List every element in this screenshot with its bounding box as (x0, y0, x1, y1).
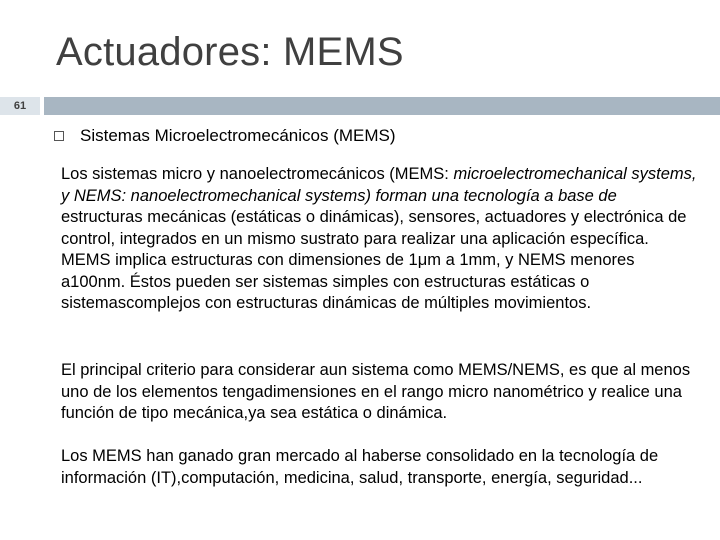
slide-number: 61 (0, 97, 40, 115)
bullet-item (56, 126, 396, 146)
paragraph-market: Los MEMS han ganado gran mercado al haberse consolidado en la tecnología de información (IT),computación, medicina, salud, transporte, energía, seguridad... (61, 447, 659, 487)
slide-title: Actuadores: MEMS (56, 30, 404, 74)
paragraph-italic-text: microelectromechanical systems, y NEMS: nanoelectromechanical systems) forman una tecnología a base de (61, 165, 697, 205)
paragraph-text: estructuras mecánicas (estáticas o dinámicas), sensores, actuadores y electrónica de control, integrados en un mismo sustrato para realizar una aplicación específica. (61, 208, 687, 248)
title-divider-bar (44, 97, 720, 115)
bullet-text: Sistemas Microelectromecánicos (MEMS) (80, 126, 396, 145)
paragraph-text: Los sistemas micro y nanoelectromecánicos (MEMS: (61, 165, 454, 183)
paragraph-criterion: El principal criterio para considerar aun sistema como MEMS/NEMS, es que al menos uno de los elementos tengadimensiones en el rango micro nanométrico y realice una función de tipo mecánica,ya sea estática o dinámica. (61, 361, 691, 422)
paragraph-text: MEMS implica estructuras con dimensiones de 1μm a 1mm, y NEMS menores a100nm. Éstos pueden ser sistemas simples con estructuras estáticas o sistemascomplejos con estructuras dinámicas de múltiples movimientos. (61, 251, 635, 312)
square-bullet-icon (54, 131, 64, 141)
paragraph-mems-definition (61, 164, 701, 315)
